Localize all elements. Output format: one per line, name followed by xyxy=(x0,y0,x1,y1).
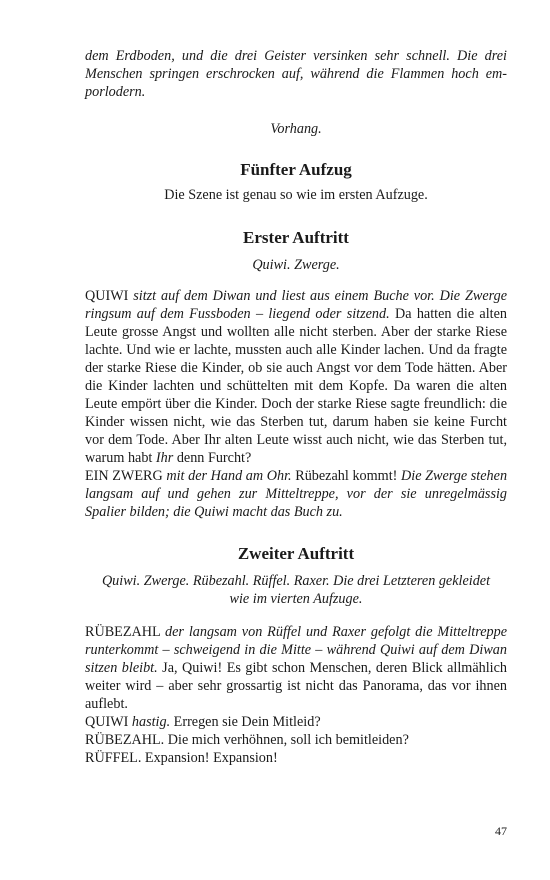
emphasis-word: Ihr xyxy=(155,450,174,466)
stage-direction-after: Die Zwerge stehen langsam auf und gehen zur Mitteltreppe, vor der sie unregelmässig Spalier bilden; die Quiwi macht das Buch zu. xyxy=(85,468,508,520)
speech-quiwi-reading xyxy=(85,287,507,467)
scene1-cast: Quiwi. Zwerge. xyxy=(252,257,340,273)
act-setting: Die Szene ist genau so wie im ersten Aufzuge. xyxy=(164,187,428,203)
act-title: Fünfter Aufzug xyxy=(240,160,352,179)
speech-text: Rübezahl kommt! xyxy=(295,468,398,484)
opening-line-2: Menschen springen erschrocken auf, während die Flammen hoch em- xyxy=(85,66,507,82)
opening-line-1: dem Erdboden, und die drei Geister versinken sehr schnell. Die drei xyxy=(85,48,507,64)
speech-ruebezahl-2: RÜBEZAHL. Die mich verhöhnen, soll ich bemitleiden? xyxy=(85,732,409,748)
scene1-title: Erster Auftritt xyxy=(243,228,349,247)
scene2-cast-line-2: wie im vierten Aufzuge. xyxy=(229,591,363,607)
speaker-name: QUIWI xyxy=(85,714,129,730)
speech-text: Erregen sie Dein Mitleid? xyxy=(173,714,321,730)
speech-quiwi xyxy=(85,713,507,731)
scene2-title: Zweiter Auftritt xyxy=(237,544,355,563)
speech-text: Da hatten die alten Leute grosse Angst und wollten alle nicht sterben. Aber der starke Riese lachte. Und wie er lachte, mussten auch alle Kinder lachen. Und da fragte der starke Riese die Kinder, ob sie auch Angst vor dem Tode hätten. Aber die Kinder lachten und schüttelten mit dem Kopfe. Da waren die alten Leute empört über die Kinder. Doch der starke Riese sagte freundlich: die Kinder wissen nicht, wie das Sterben tut, darum haben sie keine Furcht vor dem Tode. Aber Ihr alten Leute wisst auch nicht, wie das Sterben tut, warum habt xyxy=(85,306,507,466)
curtain-direction: Vorhang. xyxy=(270,121,322,137)
stage-direction: hastig. xyxy=(131,714,171,730)
speech-text-end: denn Furcht? xyxy=(176,450,252,466)
speaker-name: RÜBEZAHL xyxy=(85,624,161,640)
opening-stage-direction xyxy=(85,47,507,101)
stage-direction: sitzt auf dem Diwan und liest aus einem Buche vor. Die Zwerge ringsum auf dem Fussboden – liegend oder sitzend. xyxy=(85,288,507,322)
page-number: 47 xyxy=(495,824,507,838)
scene1-dialogue xyxy=(85,287,507,521)
scene2-cast-line-1: Quiwi. Zwerge. Rübezahl. Rüffel. Raxer. Die drei Letzteren gekleidet xyxy=(101,573,491,589)
scene2-dialogue xyxy=(85,623,507,767)
opening-line-3: porlodern. xyxy=(85,84,146,100)
stage-direction: der langsam von Rüffel und Raxer gefolgt die Mitteltreppe runterkommt – schweigend in die Mitte – während Quiwi auf dem Diwan sitzen bleibt. xyxy=(85,624,507,676)
speaker-name: EIN ZWERG xyxy=(85,468,163,484)
speech-text: Ja, Quiwi! Es gibt schon Menschen, deren Blick allmählich weiter wird – aber sehr grossartig ist nicht das Panorama, das vor ihnen auflebt. xyxy=(85,660,507,712)
scene2-cast xyxy=(85,572,507,608)
speech-ruebezahl xyxy=(85,623,507,713)
stage-direction: mit der Hand am Ohr. xyxy=(166,468,292,484)
speech-ein-zwerg xyxy=(85,467,507,521)
speech-rueffel: RÜFFEL. Expansion! Expansion! xyxy=(85,750,278,766)
speaker-name: QUIWI xyxy=(85,288,129,304)
